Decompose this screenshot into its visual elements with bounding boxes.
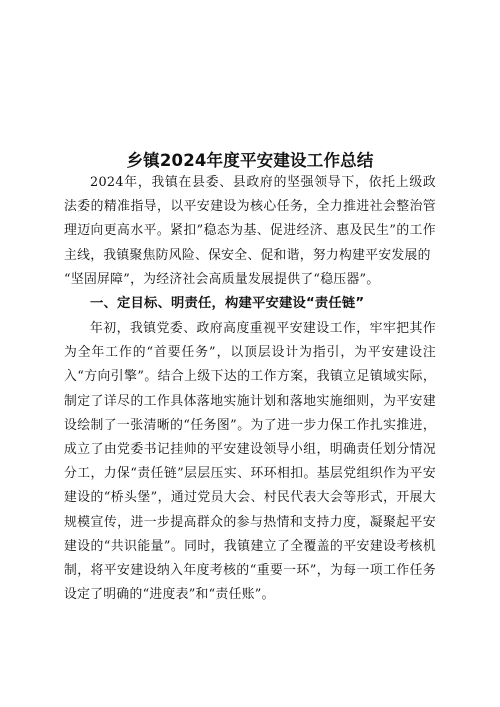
intro-paragraph — [64, 171, 436, 292]
intro-paragraph-end: “坚固屏障”，为经济社会高质量发展提供了“稳压器”。 — [64, 271, 380, 287]
document-title: 乡镇2024年度平安建设工作总结 — [126, 151, 374, 170]
intro-paragraph-text: 2024年，我镇在县委、县政府的坚强领导下，依托上级政法委的精准指导，以平安建设为核心任务，全力推进社会整治管理迈向更高水平。紧扣”稳态为基、促进经济、惠及民生”的工作主线，我镇聚焦防风险、保安全、促和谐，努力构建平安发展的 — [64, 175, 436, 263]
section-1-paragraph: 年初，我镇党委、政府高度重视平安建设工作，牢牢把其作为全年工作的“首要任务”，以顶层设计为指引，为平安建设注入“方向引擎”。结合上级下达的工作方案，我镇立足镇域实际，制定了详尽的工作具体落地实施计划和落地实施细则，为平安建设绘制了一张清晰的“任务图”。为了进一步力保工作扎实推进，成立了由党委书记挂帅的平安建设领导小组，明确责任划分情况分工，力保“责任链”层层压实、环环相扣。基层党组织作为平安建设的“桥头堡”，通过党员大会、村民代表大会等形式，开展大规模宣传，进一步提高群众的参与热情和支持力度，凝聚起平安建设的“共识能量”。同时，我镇建立了全覆盖的平安建设考核机制，将平安建设纳入年度考核的“重要一环”，为每一项工作任务设定了明确的“进度表”和“责任账”。 — [64, 321, 436, 603]
section-heading-1: 一、定目标、明责任，构建平安建设“责任链” — [90, 296, 365, 311]
